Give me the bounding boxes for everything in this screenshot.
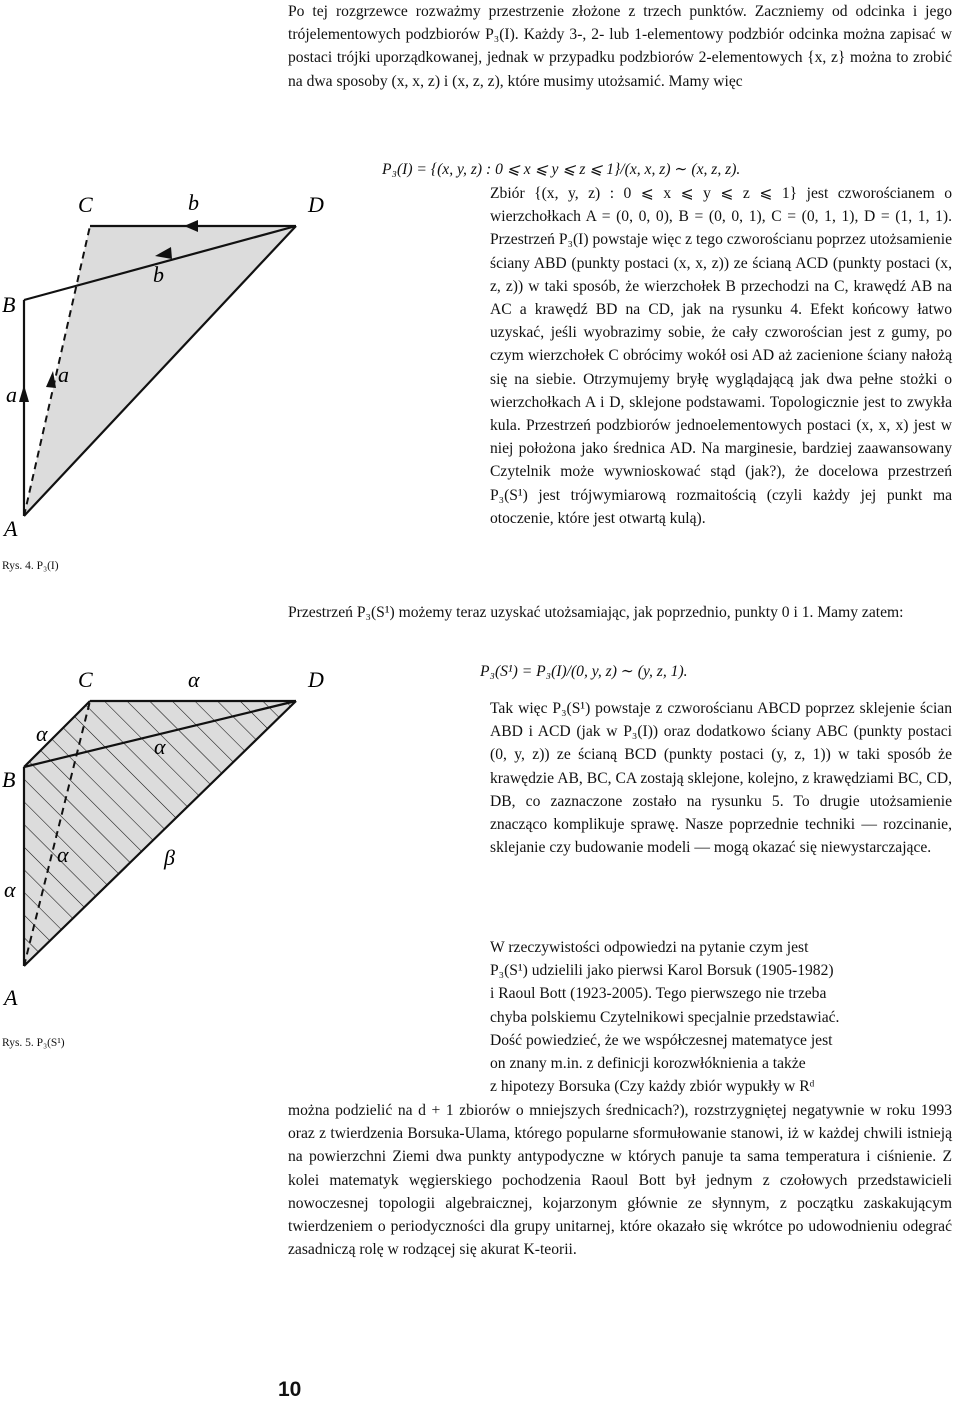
edge-label-b: b	[188, 190, 199, 215]
text-line: z hipotezy Borsuka (Czy każdy zbiór wypukły w Rᵈ	[490, 1078, 815, 1096]
text-line: W rzeczywistości odpowiedzi na pytanie czym jest	[490, 939, 809, 956]
arrow-head	[19, 385, 29, 402]
vertex-label-a: A	[4, 985, 18, 1010]
text-line: chyba polskiemu Czytelnikowi specjalnie przedstawiać.	[490, 1008, 840, 1026]
figure-4-diagram	[0, 180, 340, 580]
figure-5-caption: Rys. 5. P₃(S¹)	[2, 1037, 65, 1049]
edge-label-alpha: α	[36, 721, 48, 746]
formula-p3-interval: P₃(I) = {(x, y, z) : 0 ⩽ x ⩽ y ⩽ z ⩽ 1}/(x, x, z) ∼ (x, z, z).	[382, 161, 741, 178]
paragraph-circle-space: Przestrzeń P₃(S¹) możemy teraz uzyskać utożsamiając, jak poprzednio, punkty 0 i 1. Mamy zatem:	[288, 604, 904, 621]
vertex-label-a: A	[4, 516, 18, 541]
vertex-label-d: D	[308, 192, 324, 217]
edge-label-alpha: α	[154, 734, 166, 759]
vertex-label-c: C	[78, 667, 93, 692]
text-line: i Raoul Bott (1923-2005). Tego pierwszego nie trzeba	[490, 985, 827, 1003]
paragraph-intro: Po tej rozgrzewce rozważmy przestrzenie złożone z trzech punktów. Zaczniemy od odcinka i jego trójelementowych podzbiorów P₃(I). Każdy 3-, 2- lub 1-elementowy podzbiór odcinka można zapisać w postaci trójki uporządkowanej, jednak w przypadku podzbiorów 2-elementowych {x, z} można to zrobić na dwa sposoby (x, x, z) i (x, z, z), które musimy utożsamić. Mamy więc	[288, 3, 952, 90]
edge-label-b: b	[153, 262, 164, 287]
vertex-label-c: C	[78, 192, 93, 217]
edge-label-a: a	[6, 382, 17, 407]
vertex-label-d: D	[308, 667, 324, 692]
paragraph-borsuk-bott-continued: można podzielić na d + 1 zbiorów o mniejszych średnicach?), rozstrzygniętej negatywnie w roku 1993 oraz z twierdzenia Borsuka-Ulama, którego popularne sformułowanie stanowi, iż w każdej chwili istnieją na powierzchni Ziemi dwa punkty antypodyczne w których panuje ta sama temperatura i ciśnienie. Z kolei matematyk węgierskiego pochodzenia Raoul Bott był jednym z czołowych przedstawicieli nowoczesnej topologii algebraicznej, kojarzonym głównie ze słynnym, z początku zaskakującym twierdzeniem o periodyczności dla grupy unitarnej, które okazało się wkrótce po udowodnieniu odegrać zasadniczą rolę w rodzącej się akurat K-teorii.	[288, 1102, 952, 1259]
text-line: P₃(S¹) udzielili jako pierwsi Karol Borsuk (1905-1982)	[490, 962, 834, 980]
vertex-label-b: B	[2, 767, 16, 792]
edge-label-alpha: α	[4, 877, 16, 902]
page-number: 10	[278, 1378, 302, 1401]
figure-5-diagram	[0, 665, 340, 1045]
edge-label-alpha: α	[188, 667, 200, 692]
paragraph-tetrahedron: Zbiór {(x, y, z) : 0 ⩽ x ⩽ y ⩽ z ⩽ 1} jest czworościanem o wierzchołkach A = (0, 0, 0), B = (0, 0, 1), C = (0, 1, 1), D = (1, 1, 1). Przestrzeń P₃(I) powstaje więc z tego czworościanu poprzez utożsamienie ściany ABD (punkty postaci (x, x, z)) ze ścianą ACD (punkty postaci (x, z, z)) w taki sposób, że wierzchołek B przechodzi na C, krawędź AB na AC a krawędź BD na CD, jak na rysunku 4. Efekt końcowy łatwo uzyskać, jeśli wyobrazimy sobie, że cały czworościan jest z gumy, po czym wierzchołek C obrócimy wokół osi AD aż zacienione ściany nałożą się na siebie. Otrzymujemy bryłę wyglądającą jak dwa pełne stożki o wierzchołkach A i D, sklejone podstawami. Topologicznie jest to zwykła kula. Przestrzeń podzbiorów jednoelementowych postaci (x, x, x) jest w niej położona jako średnica AD. Na marginesie, bardziej zaawansowany Czytelnik może wywnioskować stąd (jak?), że docelowa przestrzeń P₃(S¹) jest trójwymiarową rozmaitością (czyli każdy jej punkt ma otoczenie, które jest otwartą kulą).	[490, 185, 952, 527]
paragraph-borsuk-bott	[490, 936, 952, 1098]
paragraph-gluing: Tak więc P₃(S¹) powstaje z czworościanu ABCD poprzez sklejenie ścian ABD i ACD (jak w P₃(I)) oraz dodatkowo ściany ABC (punkty postaci (0, y, z)) ze ścianą BCD (punkty postaci (y, z, 1)) w taki sposób że krawędzie AB, BC, CA zostają sklejone, kolejno, z krawędziami BC, CD, DB, co zaznaczone zostało na rysunku 5. To drugie utożsamienie znacząco komplikuje sprawę. Nasze poprzednie techniki — rozcinanie, sklejanie czy budowanie modeli — mogą okazać się niewystarczające.	[490, 700, 952, 857]
edge-label-beta: β	[164, 845, 175, 870]
formula-p3-circle: P₃(S¹) = P₃(I)/(0, y, z) ∼ (y, z, 1).	[480, 663, 688, 680]
text-line: on znany m.in. z definicji korozwłóknienia a także	[490, 1055, 806, 1073]
figure-4-caption: Rys. 4. P₃(I)	[2, 560, 59, 572]
arrow-head	[46, 371, 56, 388]
text-line: Dość powiedzieć, że we współczesnej matematyce jest	[490, 1031, 833, 1049]
edge-label-a: a	[58, 362, 69, 387]
edge-label-alpha: α	[57, 842, 69, 867]
vertex-label-b: B	[2, 292, 16, 317]
